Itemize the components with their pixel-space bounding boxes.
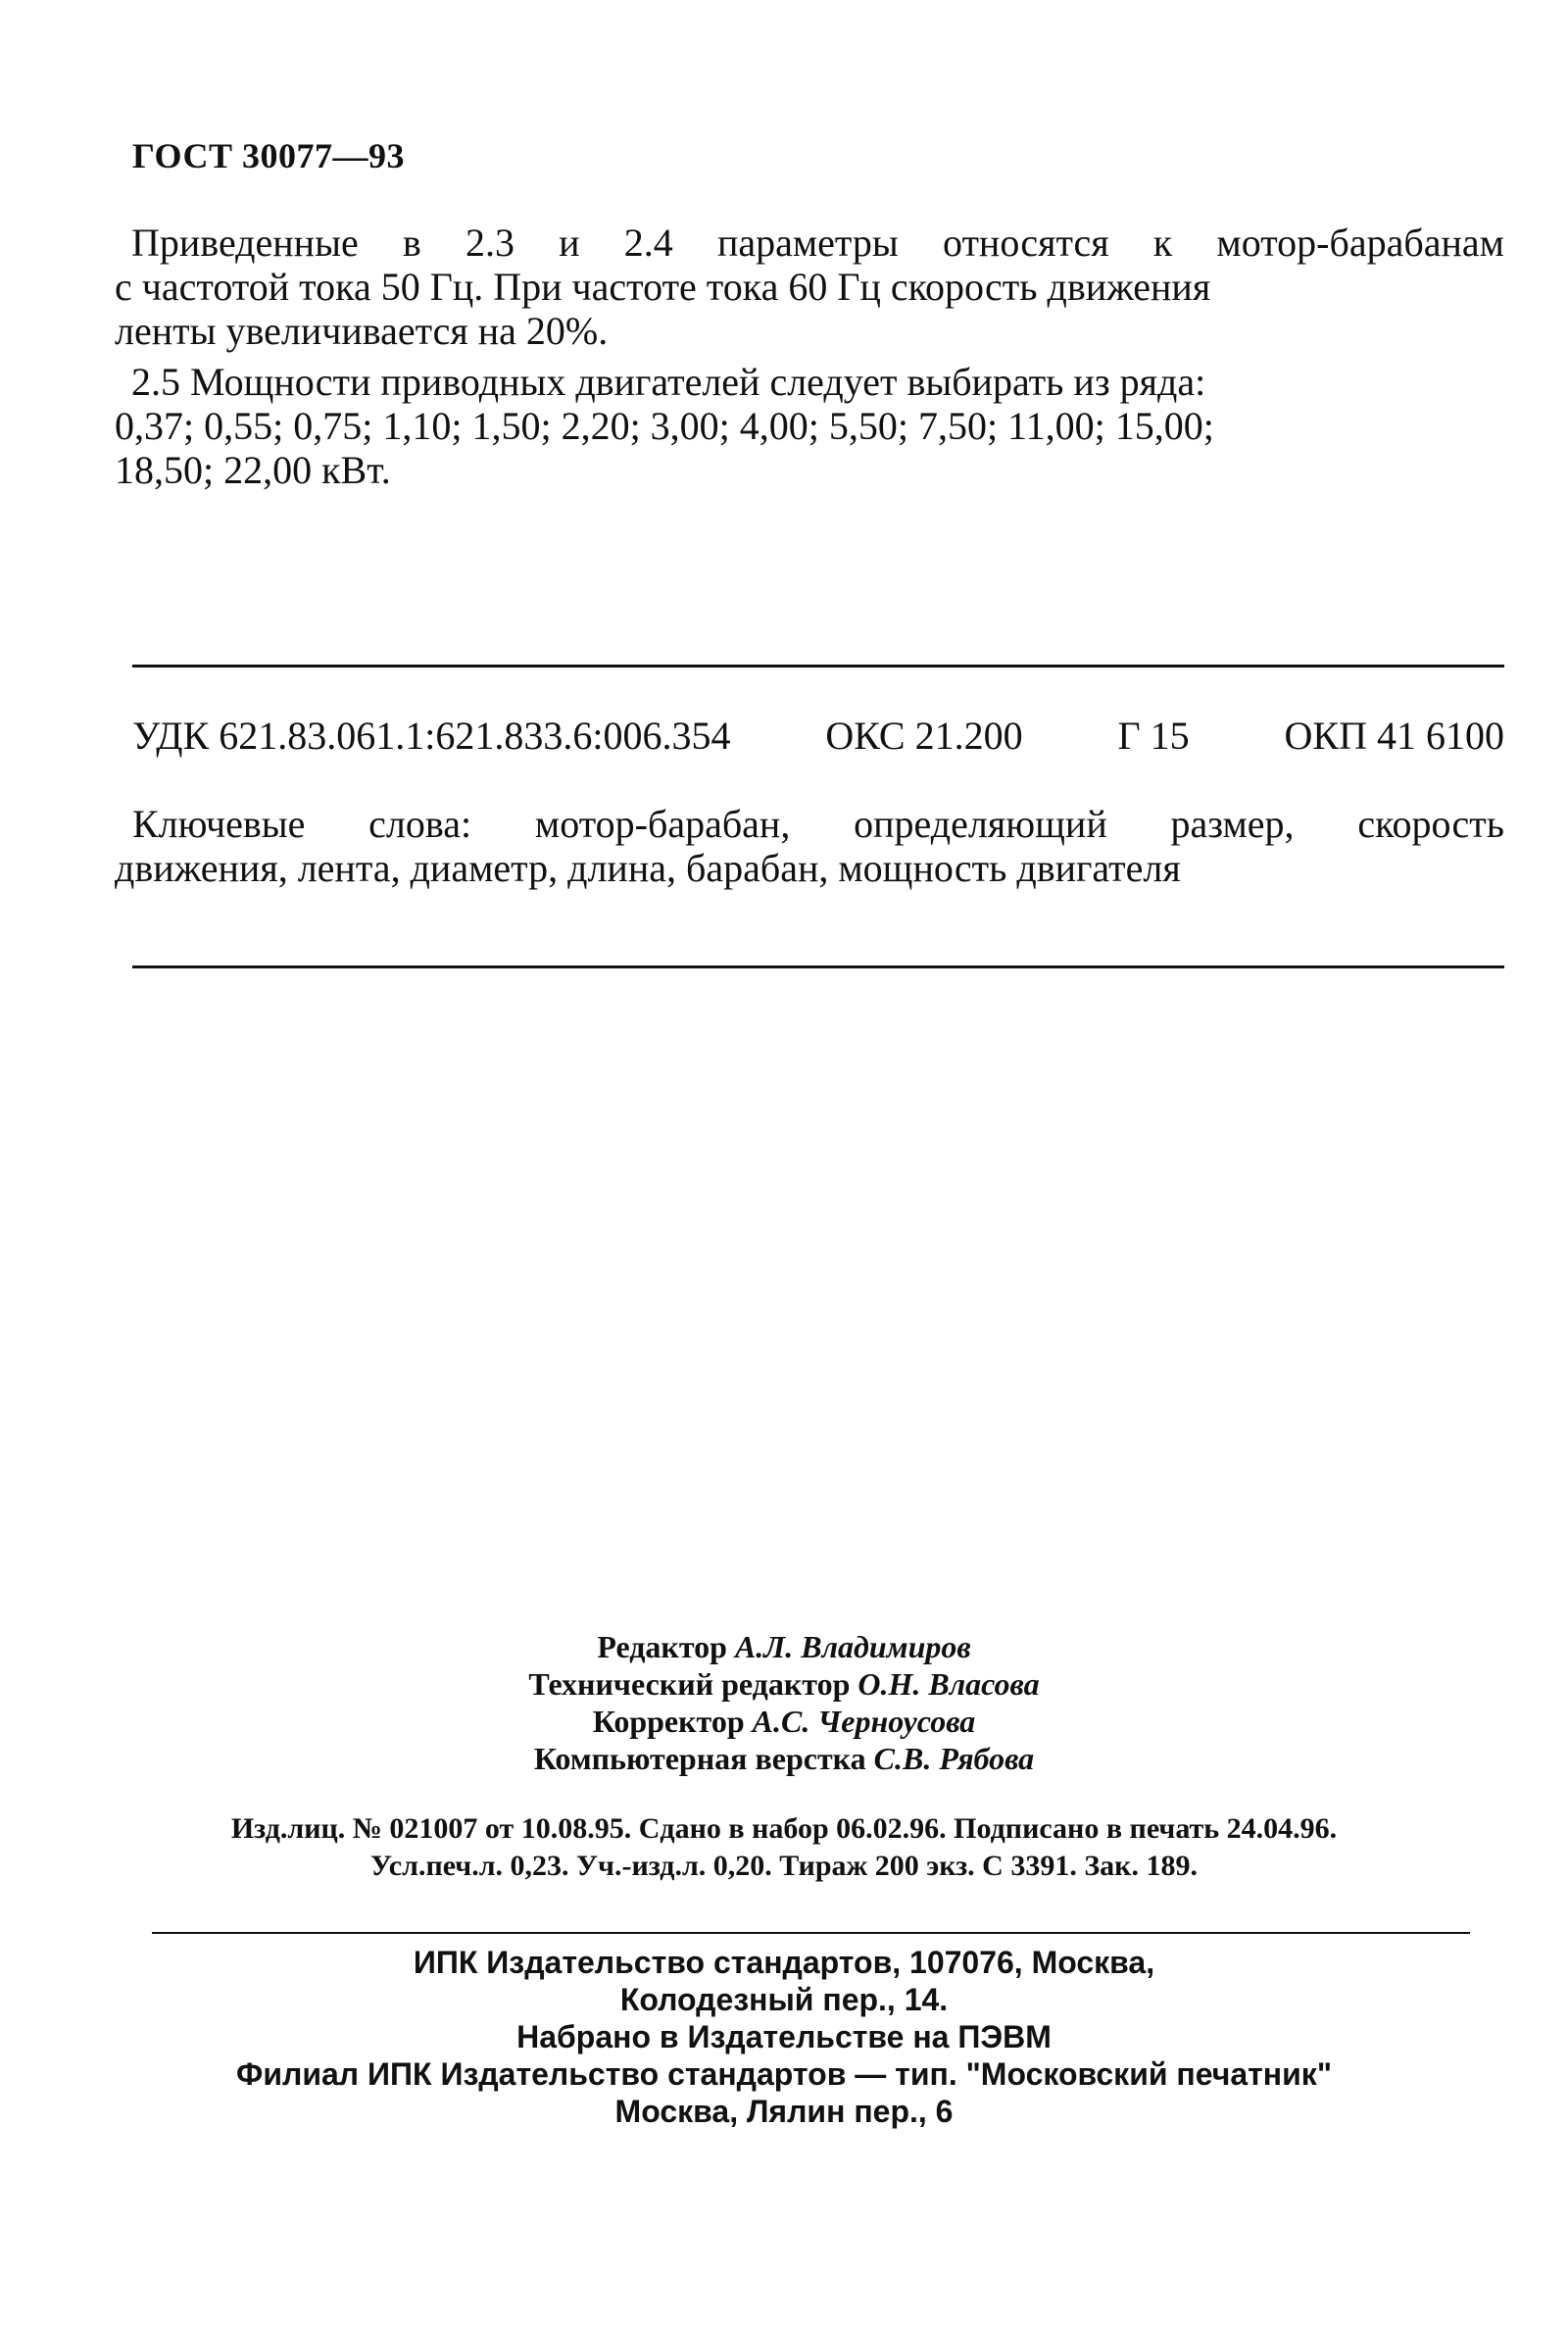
paragraph-line: 2.5 Мощности приводных двигателей следует выбирать из ряда: <box>131 360 1206 404</box>
word: в <box>402 221 421 265</box>
credit-role: Редактор <box>597 1629 727 1664</box>
group-code: Г 15 <box>1117 714 1190 758</box>
keywords-line <box>115 802 1504 846</box>
word: Ключевые <box>132 802 306 846</box>
classification-line <box>132 713 1504 759</box>
credit-person: С.В. Рябова <box>873 1741 1035 1776</box>
divider-rule <box>132 965 1504 968</box>
credit-role: Компьютерная верстка <box>533 1741 866 1776</box>
credit-role: Технический редактор <box>528 1666 851 1702</box>
word: размер, <box>1170 802 1295 846</box>
printer-info <box>0 1944 1568 2130</box>
divider-rule <box>152 1932 1470 1934</box>
paragraph-line <box>115 221 1504 265</box>
word: мотор-барабанам <box>1216 221 1504 265</box>
word: параметры <box>716 221 899 265</box>
word: слова: <box>368 802 472 846</box>
credit-tech-editor <box>0 1665 1568 1703</box>
printer-line: Филиал ИПК Издательство стандартов — тип. "Московский печатник" <box>236 2056 1332 2092</box>
word: скорость <box>1357 802 1504 846</box>
credit-person: А.Л. Владимиров <box>734 1629 971 1664</box>
paragraph-frequency-note <box>115 221 1504 353</box>
paragraph-motor-power <box>115 360 1504 492</box>
document-header: ГОСТ 30077—93 <box>132 136 405 175</box>
word: 2.3 <box>465 221 514 265</box>
credit-editor <box>0 1628 1568 1665</box>
printer-line: Москва, Лялин пер., 6 <box>614 2094 954 2129</box>
word: к <box>1152 221 1173 265</box>
keywords-line: движения, лента, диаметр, длина, барабан, мощность двигателя <box>115 846 1181 890</box>
word: и <box>559 221 580 265</box>
credits-block <box>0 1628 1568 1777</box>
printer-line: Колодезный пер., 14. <box>619 1982 949 2017</box>
word: относятся <box>942 221 1109 265</box>
printer-line: ИПК Издательство стандартов, 107076, Москва, <box>413 1945 1155 1980</box>
word: определяющий <box>854 802 1107 846</box>
divider-rule <box>132 665 1504 668</box>
keywords-block <box>115 802 1504 890</box>
credit-corrector <box>0 1703 1568 1740</box>
oks-code: ОКС 21.200 <box>825 714 1023 758</box>
udk-code: УДК 621.83.061.1:621.833.6:006.354 <box>132 714 731 758</box>
credit-role: Корректор <box>592 1704 745 1739</box>
credit-layout <box>0 1740 1568 1777</box>
paragraph-line: 18,50; 22,00 кВт. <box>115 448 391 492</box>
publication-line: Усл.печ.л. 0,23. Уч.-изд.л. 0,20. Тираж 200 экз. С 3391. Зак. 189. <box>370 1850 1198 1882</box>
word: Приведенные <box>131 221 359 265</box>
paragraph-line: ленты увеличивается на 20%. <box>115 309 609 353</box>
paragraph-line: с частотой тока 50 Гц. При частоте тока 60 Гц скорость движения <box>115 265 1211 309</box>
printer-line: Набрано в Издательстве на ПЭВМ <box>516 2019 1052 2054</box>
publication-info <box>0 1810 1568 1885</box>
paragraph-line: 0,37; 0,55; 0,75; 1,10; 1,50; 2,20; 3,00; 4,00; 5,50; 7,50; 11,00; 15,00; <box>115 404 1214 448</box>
word: мотор-барабан, <box>534 802 791 846</box>
word: 2.4 <box>623 221 673 265</box>
credit-person: А.С. Черноусова <box>752 1704 976 1739</box>
credit-person: О.Н. Власова <box>858 1666 1040 1702</box>
okp-code: ОКП 41 6100 <box>1284 714 1504 758</box>
publication-line: Изд.лиц. № 021007 от 10.08.95. Сдано в набор 06.02.96. Подписано в печать 24.04.96. <box>230 1812 1338 1845</box>
